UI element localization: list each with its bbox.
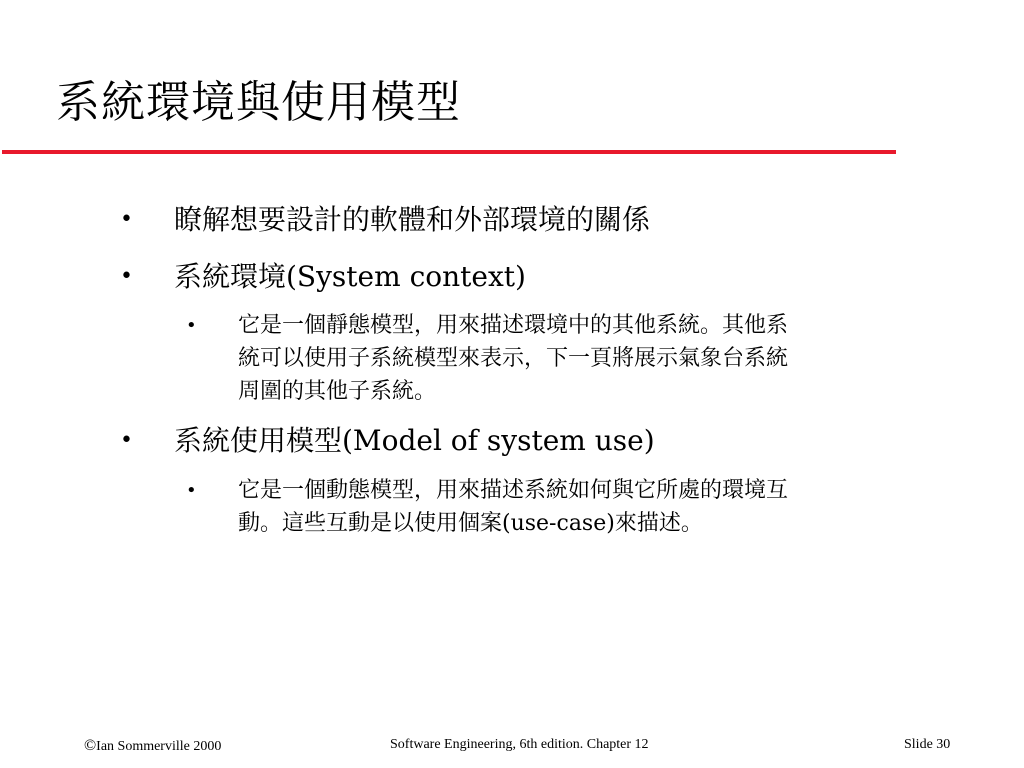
sub-bullet-dot: • [186, 315, 197, 336]
footer-book: Software Engineering, 6th edition. Chapter 12 [390, 737, 649, 752]
slide-title: 系統環境與使用模型 [56, 77, 461, 128]
bullet-text: 系統環境(System context) [174, 260, 526, 293]
bullet-text: 系統使用模型(Model of system use) [174, 424, 655, 457]
footer-slide-number: Slide 30 [904, 737, 951, 752]
footer-copyright [84, 737, 221, 755]
sub-bullet-line: 統可以使用子系統模型來表示，下一頁將展示氣象台系統 [238, 346, 789, 371]
sub-bullet-text [238, 309, 954, 408]
sub-bullet-line: 動。這些互動是以使用個案(use-case)來描述。 [238, 511, 703, 536]
bullet-dot: • [120, 428, 133, 453]
title-underline [2, 150, 896, 154]
bullet-text: 瞭解想要設計的軟體和外部環境的關係 [174, 203, 651, 236]
sub-bullet-line: 它是一個動態模型，用來描述系統如何與它所處的環境互 [238, 478, 789, 503]
sub-bullet-line: 周圍的其他子系統。 [238, 379, 437, 404]
copyright-symbol: © [84, 737, 97, 754]
sub-bullet-line: 它是一個靜態模型，用來描述環境中的其他系統。其他系 [238, 313, 789, 338]
bullet-dot: • [120, 207, 133, 232]
footer-author: Ian Sommerville 2000 [96, 739, 222, 754]
sub-bullet-text [238, 474, 954, 540]
sub-bullet-dot: • [186, 480, 197, 501]
bullet-dot: • [120, 264, 133, 289]
